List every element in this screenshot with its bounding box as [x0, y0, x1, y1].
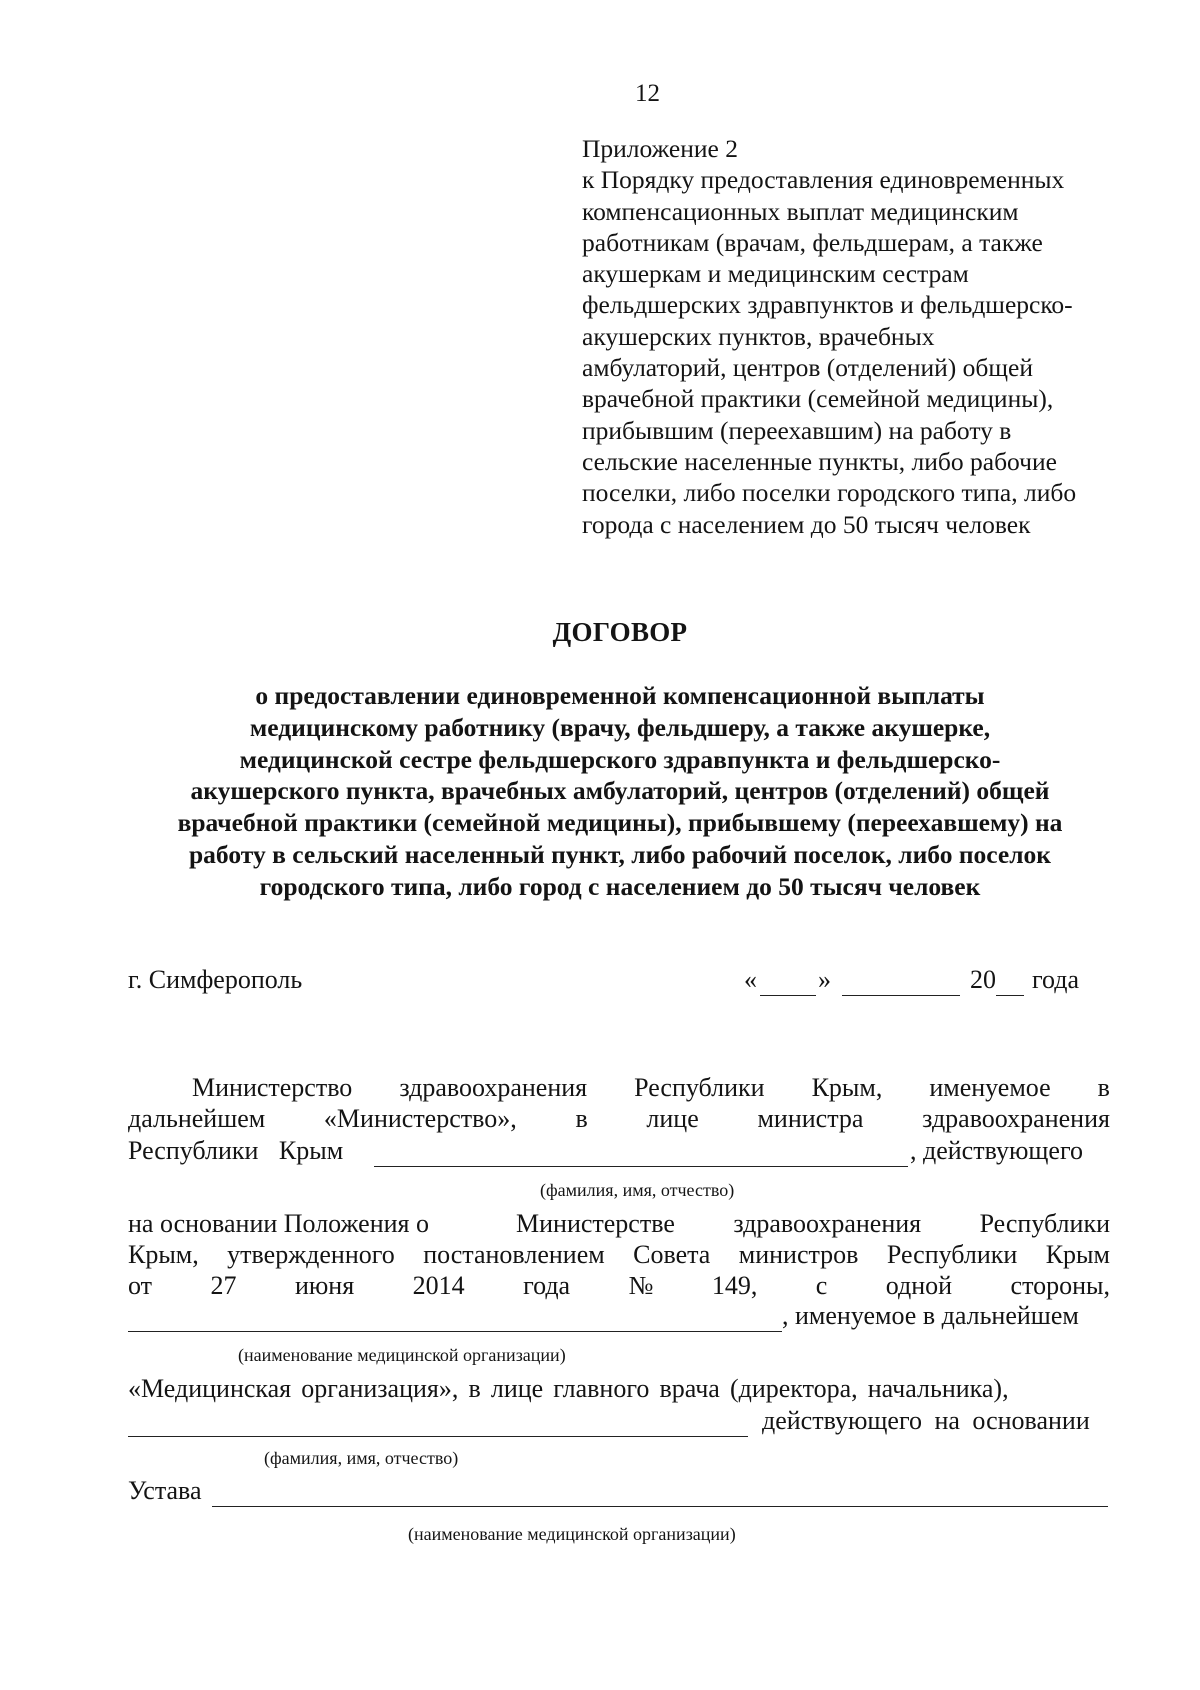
caption-fio: (фамилия, имя, отчество)	[264, 1448, 459, 1468]
p2-line-4-end: , именуемое в дальнейшем	[782, 1301, 1079, 1330]
p3-line-2-end: действующего на основании	[762, 1406, 1090, 1435]
caption-organization: (наименование медицинской организации)	[408, 1524, 736, 1544]
p2-line-3	[128, 1271, 1110, 1301]
word: лице	[646, 1104, 699, 1133]
word: Министерство	[192, 1073, 353, 1102]
appendix-line: акушеркам и медицинским сестрам	[582, 259, 969, 289]
subtitle-line: работу в сельский населенный пункт, либо рабочий поселок, либо поселок	[189, 839, 1051, 869]
document-title: ДОГОВОР	[552, 617, 688, 647]
appendix-line: амбулаторий, центров (отделений) общей	[582, 353, 1033, 383]
word: Крым	[1045, 1240, 1110, 1269]
subtitle-line: акушерского пункта, врачебных амбулаторий, центров (отделений) общей	[190, 776, 1050, 806]
appendix-line: города с населением до 50 тысяч человек	[582, 509, 1031, 539]
word: с	[815, 1271, 828, 1300]
word: 2014	[412, 1271, 465, 1300]
word: 149,	[711, 1271, 758, 1300]
word: года	[523, 1271, 571, 1300]
p3-line-1: «Медицинская организация», в лице главного врача (директора, начальника),	[128, 1374, 1009, 1403]
date-month-blank	[842, 995, 960, 996]
word: стороны,	[1010, 1271, 1110, 1300]
word: «Министерство»,	[323, 1104, 517, 1133]
document-subtitle	[80, 680, 1160, 903]
p1-line-3-end: , действующего	[910, 1136, 1083, 1165]
word: от	[128, 1271, 153, 1300]
organization-name-blank	[128, 1331, 782, 1332]
word: июня	[294, 1271, 355, 1300]
word: здравоохранения	[733, 1209, 922, 1238]
minister-name-blank	[374, 1166, 908, 1167]
page-number: 12	[635, 80, 660, 107]
word: Крым,	[128, 1240, 199, 1269]
word: Крым,	[811, 1073, 883, 1102]
word: одной	[885, 1271, 953, 1300]
appendix-line: врачебной практики (семейной медицины),	[582, 384, 1054, 414]
p1-line-3-start: Республики Крым	[128, 1136, 344, 1165]
word: именуемое	[929, 1073, 1051, 1102]
p2-line-1-words	[516, 1209, 1110, 1239]
city-label: г. Симферополь	[128, 965, 303, 994]
appendix-line: компенсационных выплат медицинским	[582, 196, 1019, 226]
date-open-quote: «	[744, 965, 757, 994]
word: утвержденного	[227, 1240, 395, 1269]
date-day-blank	[760, 995, 816, 996]
word: Совета	[633, 1240, 711, 1269]
appendix-line: Приложение 2	[582, 134, 738, 163]
word: Республики	[634, 1073, 765, 1102]
date-year-prefix: 20	[970, 965, 996, 994]
appendix-line: сельские населенные пункты, либо рабочие	[582, 446, 1057, 476]
word: в	[1097, 1073, 1110, 1102]
appendix-line: работникам (врачам, фельдшерам, а также	[582, 227, 1043, 257]
p4-start: Устава	[128, 1476, 202, 1505]
word: Министерстве	[516, 1209, 675, 1238]
word: 27	[210, 1271, 237, 1300]
word: министров	[738, 1240, 859, 1269]
word: здравоохранения	[922, 1104, 1110, 1133]
appendix-line: акушерских пунктов, врачебных	[582, 321, 935, 351]
date-year-blank	[996, 995, 1024, 996]
word: дальнейшем	[128, 1104, 266, 1133]
word: Республики	[979, 1209, 1110, 1238]
word: №	[628, 1271, 654, 1300]
word: министра	[757, 1104, 864, 1133]
appendix-header	[582, 133, 1076, 540]
appendix-line: поселки, либо поселки городского типа, либо	[582, 478, 1077, 508]
date-close-quote: »	[818, 965, 831, 994]
chief-doctor-name-blank	[128, 1436, 748, 1437]
appendix-line: к Порядку предоставления единовременных	[582, 165, 1065, 195]
word: постановлением	[423, 1240, 605, 1269]
word: здравоохранения	[399, 1073, 588, 1102]
caption-organization: (наименование медицинской организации)	[238, 1345, 566, 1365]
charter-organization-blank	[212, 1506, 1108, 1507]
caption-fio: (фамилия, имя, отчество)	[540, 1180, 735, 1200]
subtitle-line: городского типа, либо город с населением до 50 тысяч человек	[259, 871, 981, 901]
p1-line-1	[192, 1073, 1110, 1103]
p2-line-1-start: на основании Положения о	[128, 1209, 429, 1238]
subtitle-line: врачебной практики (семейной медицины), прибывшему (переехавшему) на	[177, 808, 1063, 838]
appendix-line: фельдшерских здравпунктов и фельдшерско-	[582, 290, 1073, 320]
word: в	[575, 1104, 588, 1133]
date-year-suffix: года	[1032, 965, 1080, 994]
subtitle-line: медицинскому работнику (врачу, фельдшеру, а также акушерке,	[249, 712, 991, 742]
p1-line-2	[128, 1104, 1110, 1134]
p2-line-2	[128, 1240, 1110, 1270]
subtitle-line: о предоставлении единовременной компенсационной выплаты	[255, 681, 985, 710]
word: Республики	[886, 1240, 1018, 1269]
subtitle-line: медицинской сестре фельдшерского здравпункта и фельдшерско-	[239, 744, 1001, 774]
appendix-line: прибывшим (переехавшим) на работу в	[582, 415, 1012, 445]
